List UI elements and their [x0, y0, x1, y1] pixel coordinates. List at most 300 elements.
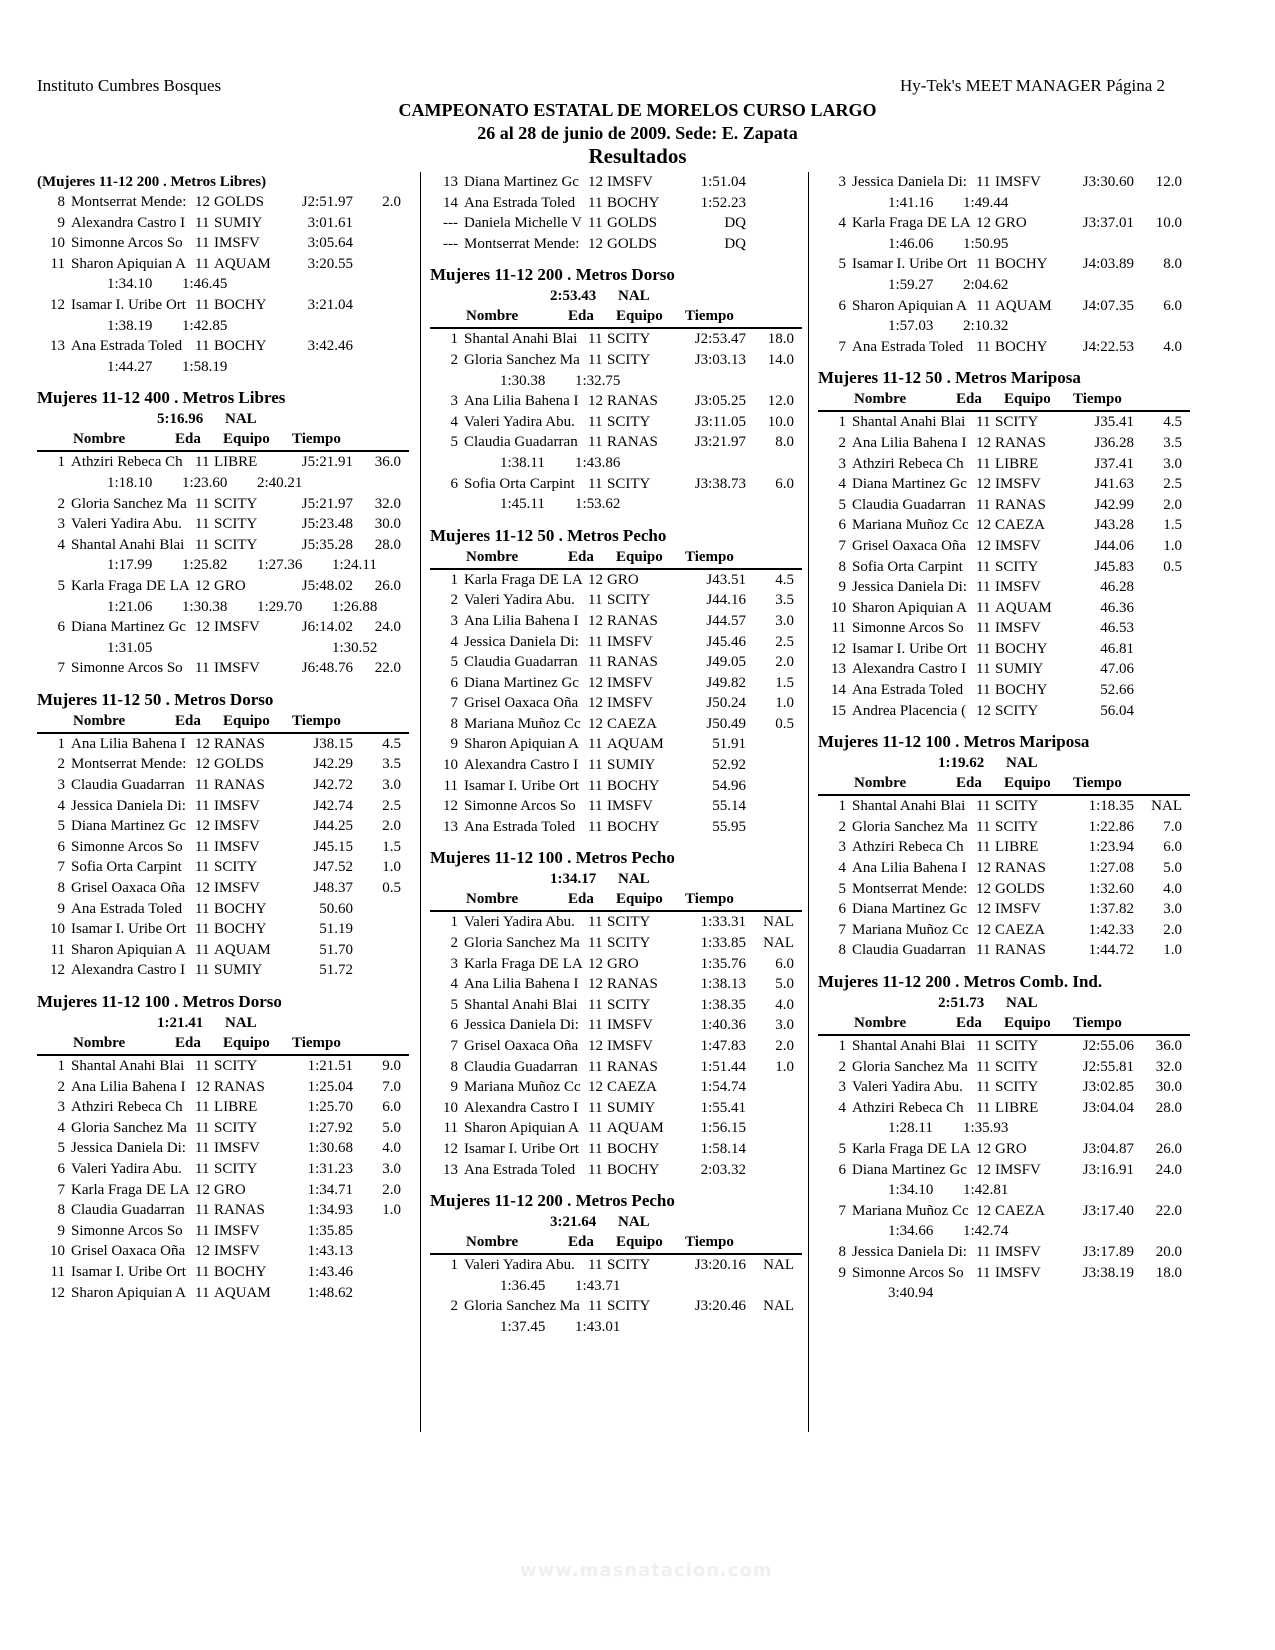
team: RANAS — [995, 942, 1046, 959]
points: 8.0 — [775, 434, 794, 451]
swimmer-name: Athziri Rebeca Ch — [71, 1099, 183, 1116]
final-time: 55.95 — [712, 818, 746, 835]
place: 4 — [57, 1119, 65, 1136]
result-row — [37, 1241, 409, 1262]
swimmer-name: Mariana Muñoz Cc — [852, 921, 969, 938]
age: 11 — [195, 1119, 210, 1136]
team: BOCHY — [214, 296, 267, 313]
swimmer-name: Andrea Placencia ( — [852, 702, 967, 719]
team: RANAS — [607, 654, 658, 671]
points: 32.0 — [1155, 1058, 1182, 1075]
place: 3 — [57, 516, 65, 533]
result-row — [818, 474, 1190, 495]
team: RANAS — [607, 612, 658, 629]
result-row — [430, 1160, 802, 1181]
place: 6 — [838, 901, 846, 918]
place: 4 — [57, 536, 65, 553]
points: 5.0 — [775, 976, 794, 993]
points: 26.0 — [1155, 1140, 1182, 1157]
swimmer-name: Claudia Guadarran — [71, 1202, 185, 1219]
split-time: 2:04.62 — [963, 276, 1009, 293]
result-row — [818, 701, 1190, 722]
final-time: DQ — [724, 235, 746, 252]
header-nombre: Nombre — [73, 1035, 126, 1051]
place: 10 — [443, 757, 458, 774]
place: 5 — [838, 256, 846, 273]
team: AQUAM — [214, 255, 271, 272]
points: 5.0 — [382, 1119, 401, 1136]
points: 18.0 — [1155, 1264, 1182, 1281]
team: LIBRE — [214, 454, 258, 471]
swimmer-name: Grisel Oaxaca Oña — [71, 880, 186, 897]
event-title: Mujeres 11-12 100 . Metros Dorso — [37, 992, 282, 1011]
age: 11 — [976, 818, 991, 835]
result-row — [818, 296, 1190, 317]
age: 11 — [976, 455, 991, 472]
result-row — [37, 1138, 409, 1159]
place: 4 — [450, 633, 458, 650]
team: IMSFV — [607, 633, 653, 650]
points: 14.0 — [767, 351, 794, 368]
final-time: J3:03.13 — [694, 351, 746, 368]
final-time: J4:03.89 — [1082, 256, 1134, 273]
header-tiempo: Tiempo — [685, 548, 734, 565]
result-row — [430, 912, 802, 933]
swimmer-name: Shantal Anahi Blai — [71, 1058, 185, 1074]
result-row — [430, 693, 802, 714]
place: 4 — [838, 860, 846, 877]
place: 13 — [831, 661, 846, 678]
age: 12 — [195, 619, 210, 636]
age: 11 — [588, 736, 603, 753]
column-headers — [37, 429, 409, 452]
points: 8.0 — [1163, 256, 1182, 273]
place: 6 — [450, 475, 458, 492]
final-time: 1:32.60 — [1088, 880, 1134, 897]
splits-row — [818, 275, 1190, 296]
team: IMSFV — [214, 1140, 260, 1157]
header-tiempo: Tiempo — [292, 1035, 341, 1051]
result-row — [430, 817, 802, 838]
result-row — [818, 639, 1190, 660]
final-time: 1:21.51 — [307, 1058, 353, 1074]
points: 5.0 — [1163, 860, 1182, 877]
split-time: 1:45.11 — [500, 496, 545, 513]
team: AQUAM — [607, 736, 664, 753]
place: 3 — [450, 612, 458, 629]
age: 11 — [195, 1140, 210, 1157]
place: 2 — [57, 495, 65, 512]
swimmer-name: Ana Lilia Bahena I — [852, 860, 967, 877]
place: 5 — [838, 880, 846, 897]
age: 12 — [195, 194, 210, 210]
header-nombre: Nombre — [466, 891, 519, 908]
team: SCITY — [214, 516, 258, 533]
age: 11 — [588, 1058, 603, 1075]
final-time: J3:17.40 — [1082, 1202, 1134, 1219]
team: CAEZA — [607, 1079, 657, 1096]
final-time: J50.49 — [706, 715, 746, 732]
place: 14 — [831, 682, 846, 699]
place: 8 — [57, 1202, 65, 1219]
place: 10 — [50, 235, 65, 252]
points: 2.5 — [1163, 476, 1182, 493]
final-time: 3:20.55 — [307, 255, 353, 272]
points: 3.0 — [382, 777, 401, 794]
header-tiempo: Tiempo — [292, 431, 341, 448]
team: AQUAM — [995, 599, 1052, 616]
age: 11 — [195, 516, 210, 533]
record-time: 3:21.64 — [550, 1214, 597, 1231]
swimmer-name: Ana Estrada Toled — [71, 900, 183, 917]
age: 11 — [976, 640, 991, 657]
column-headers — [37, 1033, 409, 1056]
points: 24.0 — [374, 619, 401, 636]
team: RANAS — [214, 777, 265, 794]
age: 11 — [588, 777, 603, 794]
swimmer-name: Shantal Anahi Blai — [71, 536, 185, 553]
age: 11 — [976, 661, 991, 678]
splits-row — [818, 1118, 1190, 1139]
header-tiempo: Tiempo — [1073, 1015, 1122, 1031]
result-row — [37, 1097, 409, 1118]
points: 1.0 — [382, 859, 401, 876]
age: 11 — [588, 351, 603, 368]
final-time: J3:04.04 — [1082, 1099, 1134, 1116]
points: 1.0 — [1163, 942, 1182, 959]
place: 2 — [450, 1298, 458, 1315]
age: 11 — [976, 414, 991, 431]
place: 9 — [57, 214, 65, 231]
points: 6.0 — [382, 1099, 401, 1116]
result-row — [430, 172, 802, 193]
result-row — [37, 960, 409, 981]
result-row — [818, 899, 1190, 920]
result-row — [37, 734, 409, 755]
result-row — [37, 816, 409, 837]
result-row — [430, 796, 802, 817]
result-row — [430, 1015, 802, 1036]
final-time: 1:35.85 — [307, 1222, 353, 1239]
result-row — [430, 995, 802, 1016]
event-title: Mujeres 11-12 100 . Metros Pecho — [430, 848, 675, 868]
final-time: 46.81 — [1100, 640, 1134, 657]
team: GRO — [607, 955, 639, 972]
team: IMSFV — [607, 1038, 653, 1054]
age: 12 — [195, 577, 210, 594]
place: 5 — [57, 818, 65, 835]
final-time: 1:22.86 — [1088, 818, 1134, 835]
points: 2.0 — [382, 1181, 401, 1198]
points: 30.0 — [374, 516, 401, 533]
final-time: J5:48.02 — [301, 577, 353, 594]
points: 1.5 — [775, 674, 794, 691]
age: 11 — [976, 839, 991, 856]
age: 11 — [195, 1263, 210, 1280]
team: SCITY — [214, 536, 258, 553]
age: 11 — [195, 1099, 210, 1116]
points: 3.0 — [775, 612, 794, 629]
final-time: 1:25.04 — [307, 1078, 353, 1095]
splits-row — [818, 234, 1190, 255]
result-row — [430, 329, 802, 350]
swimmer-name: Diana Martinez Gc — [852, 901, 967, 918]
points: 6.0 — [1163, 297, 1182, 314]
swimmer-name: Simonne Arcos So — [852, 1264, 964, 1281]
result-row — [818, 618, 1190, 639]
split-time: 1:30.52 — [332, 639, 378, 656]
split-time: 1:21.06 — [107, 598, 153, 615]
final-time: J4:07.35 — [1082, 297, 1134, 314]
team: SUMIY — [607, 757, 656, 774]
final-time: 1:34.71 — [307, 1181, 353, 1198]
event-block — [430, 847, 802, 1180]
result-row — [37, 1262, 409, 1283]
team: GOLDS — [214, 194, 265, 210]
swimmer-name: Gloria Sanchez Ma — [464, 935, 580, 952]
age: 12 — [976, 702, 991, 719]
points: 22.0 — [374, 660, 401, 677]
header-equipo: Equipo — [1004, 391, 1051, 408]
points: 4.5 — [382, 735, 401, 752]
final-time: 50.60 — [319, 900, 353, 917]
result-row — [430, 1255, 802, 1276]
swimmer-name: Valeri Yadira Abu. — [464, 1257, 575, 1274]
swimmer-name: Shantal Anahi Blai — [852, 414, 966, 431]
age: 12 — [976, 476, 991, 493]
team: RANAS — [995, 860, 1046, 877]
event-record — [37, 1013, 409, 1033]
split-time: 1:42.74 — [963, 1223, 1009, 1240]
points: 1.5 — [1163, 517, 1182, 534]
swimmer-name: Alexandra Castro I — [71, 214, 186, 231]
age: 11 — [976, 256, 991, 273]
swimmer-name: Ana Lilia Bahena I — [71, 1078, 186, 1095]
final-time: 1:47.83 — [700, 1038, 746, 1054]
record-time: 1:34.17 — [550, 871, 597, 888]
result-row — [430, 193, 802, 214]
place: 10 — [50, 1243, 65, 1260]
swimmer-name: Gloria Sanchez Ma — [71, 495, 187, 512]
age: 11 — [588, 413, 603, 430]
team: SCITY — [995, 1058, 1039, 1075]
final-time: J2:51.97 — [301, 194, 353, 210]
final-time: 1:54.74 — [700, 1079, 746, 1096]
final-time: J44.57 — [706, 612, 746, 629]
split-time: 1:17.99 — [107, 557, 153, 574]
points: 32.0 — [374, 495, 401, 512]
age: 12 — [588, 674, 603, 691]
split-time: 1:57.03 — [888, 318, 934, 335]
team: RANAS — [995, 434, 1046, 451]
result-row — [818, 659, 1190, 680]
header-nombre: Nombre — [854, 1015, 907, 1031]
team: BOCHY — [607, 1140, 660, 1157]
split-time: 1:32.75 — [575, 372, 621, 389]
result-row — [430, 714, 802, 735]
team: RANAS — [214, 1078, 265, 1095]
age: 12 — [588, 955, 603, 972]
header-tiempo: Tiempo — [685, 1234, 734, 1251]
team: IMSFV — [607, 695, 653, 712]
result-row — [37, 1077, 409, 1098]
header-nombre: Nombre — [854, 391, 907, 408]
team: IMSFV — [995, 476, 1041, 493]
team: IMSFV — [995, 901, 1041, 918]
final-time: 1:30.68 — [307, 1140, 353, 1157]
points: 12.0 — [1155, 174, 1182, 190]
result-row — [818, 454, 1190, 475]
team: BOCHY — [607, 818, 660, 835]
splits-row — [818, 1283, 1190, 1304]
final-time: J37.41 — [1094, 455, 1134, 472]
swimmer-name: Valeri Yadira Abu. — [71, 1160, 182, 1177]
points: 0.5 — [775, 715, 794, 732]
final-time: J36.28 — [1094, 434, 1134, 451]
place: 11 — [443, 777, 458, 794]
place: 10 — [443, 1099, 458, 1116]
team: GOLDS — [607, 215, 658, 232]
age: 12 — [588, 976, 603, 993]
record-label: NAL — [1006, 995, 1038, 1011]
place: 7 — [57, 859, 65, 876]
result-row — [430, 412, 802, 433]
age: 12 — [588, 235, 603, 252]
swimmer-name: Montserrat Mende: — [464, 235, 580, 252]
final-time: J45.83 — [1094, 558, 1134, 575]
result-row — [37, 1056, 409, 1077]
results-column-1 — [37, 172, 409, 1313]
final-time: 1:38.13 — [700, 976, 746, 993]
age: 11 — [588, 194, 603, 211]
points: 2.0 — [775, 654, 794, 671]
result-row — [430, 391, 802, 412]
record-label: NAL — [618, 1214, 650, 1231]
final-time: 3:01.61 — [307, 214, 353, 231]
final-time: J42.72 — [313, 777, 353, 794]
team: IMSFV — [214, 880, 260, 897]
team: LIBRE — [995, 839, 1039, 856]
swimmer-name: Montserrat Mende: — [71, 194, 187, 210]
splits-row — [37, 597, 409, 618]
place: 1 — [450, 1257, 458, 1274]
split-time: 1:59.27 — [888, 276, 934, 293]
header-eda: Eda — [175, 431, 201, 448]
points: 2.0 — [382, 818, 401, 835]
place: 2 — [57, 1078, 65, 1095]
points: 1.0 — [382, 1202, 401, 1219]
final-time: 3:05.64 — [307, 235, 353, 252]
swimmer-name: Sharon Apiquian A — [852, 599, 967, 616]
result-row — [818, 515, 1190, 536]
points: 3.5 — [1163, 434, 1182, 451]
team: SCITY — [607, 351, 651, 368]
final-time: J42.74 — [313, 797, 353, 814]
age: 12 — [976, 901, 991, 918]
column-headers — [430, 306, 802, 329]
points: 1.0 — [775, 695, 794, 712]
age: 11 — [195, 941, 210, 958]
final-time: J44.16 — [706, 592, 746, 609]
final-time: 3:21.04 — [307, 296, 353, 313]
team: GRO — [995, 215, 1027, 232]
final-time: 51.70 — [319, 941, 353, 958]
team: IMSFV — [214, 619, 260, 636]
final-time: J3:16.91 — [1082, 1161, 1134, 1178]
points: 3.0 — [1163, 455, 1182, 472]
swimmer-name: Ana Estrada Toled — [464, 1161, 576, 1178]
column-headers — [818, 773, 1190, 796]
points: 24.0 — [1155, 1161, 1182, 1178]
points: 18.0 — [767, 331, 794, 348]
place: 4 — [450, 413, 458, 430]
final-time: J43.51 — [706, 571, 746, 588]
place: 2 — [838, 818, 846, 835]
splits-row — [818, 316, 1190, 337]
header-eda: Eda — [175, 712, 201, 729]
split-time: 1:43.86 — [575, 454, 621, 471]
final-time: 1:34.93 — [307, 1202, 353, 1219]
swimmer-name: Karla Fraga DE LA — [464, 955, 583, 972]
final-time: J3:20.46 — [694, 1298, 746, 1315]
swimmer-name: Gloria Sanchez Ma — [464, 351, 580, 368]
swimmer-name: Isamar I. Uribe Ort — [852, 640, 967, 657]
place: 11 — [50, 941, 65, 958]
result-row — [37, 213, 409, 234]
place: 11 — [831, 620, 846, 637]
event-block — [37, 689, 409, 981]
swimmer-name: Jessica Daniela Di: — [852, 1243, 967, 1260]
team: SCITY — [995, 558, 1039, 575]
record-label: NAL — [618, 288, 650, 305]
team: SCITY — [607, 996, 651, 1013]
team: IMSFV — [214, 660, 260, 677]
event-block — [818, 367, 1190, 721]
team: SCITY — [995, 818, 1039, 835]
swimmer-name: Claudia Guadarran — [464, 434, 578, 451]
result-row — [818, 1077, 1190, 1098]
splits-row — [37, 638, 409, 659]
result-row — [37, 535, 409, 556]
age: 11 — [588, 1017, 603, 1034]
result-row — [37, 1221, 409, 1242]
result-row — [37, 336, 409, 357]
age: 11 — [195, 1058, 210, 1074]
split-time: 1:18.10 — [107, 474, 153, 491]
points: 2.0 — [775, 1038, 794, 1054]
swimmer-name: Diana Martinez Gc — [852, 1161, 967, 1178]
age: 12 — [195, 1078, 210, 1095]
result-row — [430, 652, 802, 673]
place: 13 — [50, 338, 65, 355]
result-row — [430, 1118, 802, 1139]
swimmer-name: Athziri Rebeca Ch — [852, 1099, 964, 1116]
split-time: 1:23.60 — [182, 474, 228, 491]
split-time: 1:43.71 — [575, 1277, 621, 1294]
points: 28.0 — [1155, 1099, 1182, 1116]
column-divider — [420, 172, 421, 1432]
place: 6 — [57, 838, 65, 855]
place: 8 — [57, 880, 65, 897]
swimmer-name: Isamar I. Uribe Ort — [852, 256, 967, 273]
final-time: J3:04.87 — [1082, 1140, 1134, 1157]
age: 11 — [588, 757, 603, 774]
final-time: 1:55.41 — [700, 1099, 746, 1116]
age: 11 — [976, 174, 991, 190]
swimmer-name: Grisel Oaxaca Oña — [852, 537, 967, 554]
final-time: J42.29 — [313, 756, 353, 773]
header-equipo: Equipo — [616, 891, 663, 908]
